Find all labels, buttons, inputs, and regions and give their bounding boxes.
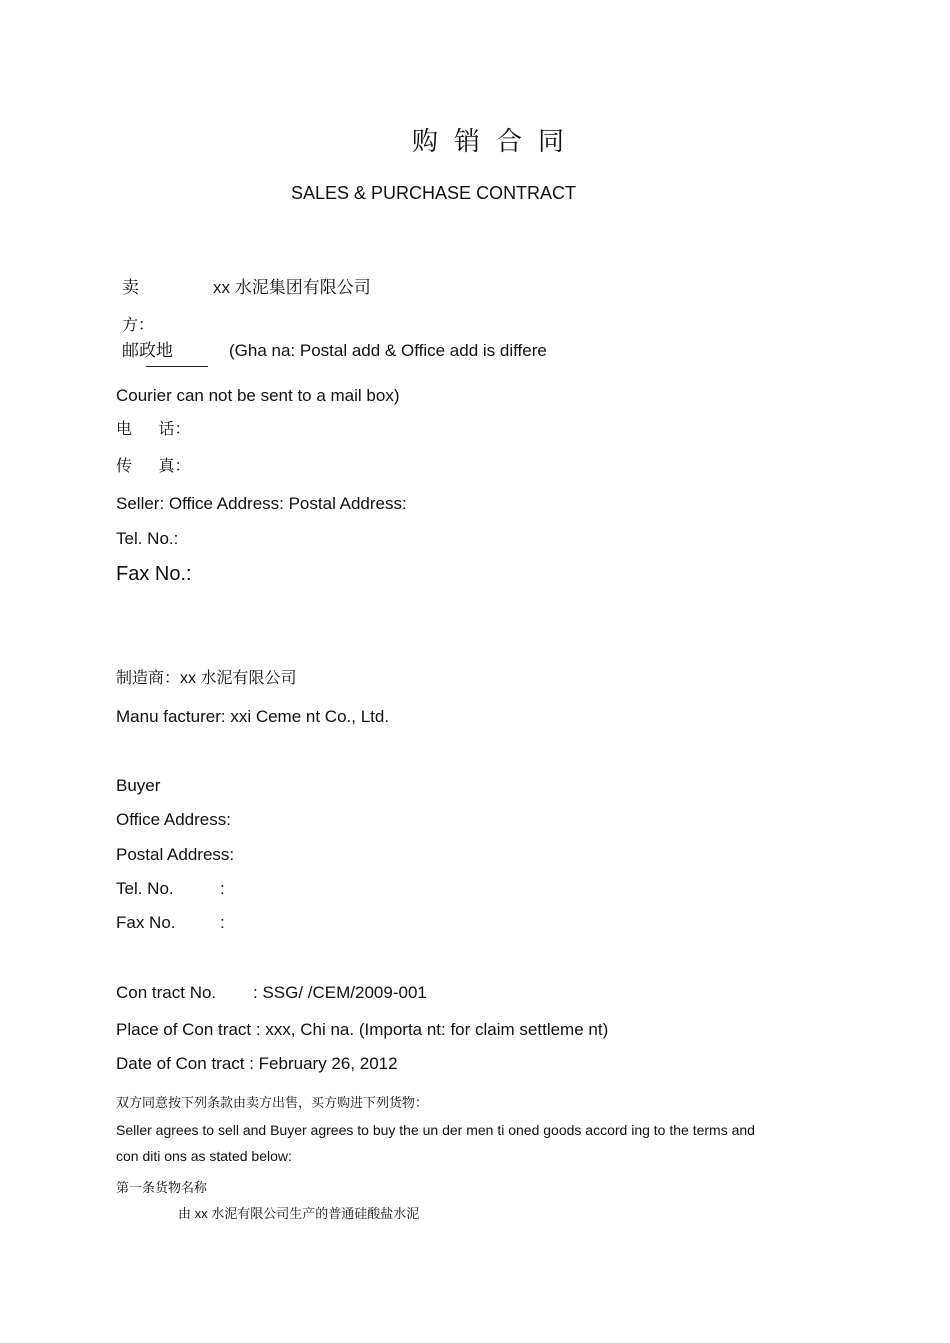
agreement-en-line1: Seller agrees to sell and Buyer agrees to buy the un der men ti oned goods accord ing to the terms and: [116, 1122, 755, 1138]
page-title-en: SALES & PURCHASE CONTRACT: [291, 183, 577, 203]
buyer-fax-colon: :: [220, 913, 225, 932]
contract-place: Place of Con tract : xxx, Chi na. (Importa nt: for claim settleme nt): [116, 1020, 609, 1039]
seller-fax-label-cn: 传 真：: [116, 458, 191, 475]
buyer-fax-label: Fax No.: [116, 913, 176, 932]
buyer-tel-label: Tel. No.: [116, 879, 174, 898]
manufacturer-cn: 制造商：xx 水泥有限公司: [116, 670, 297, 687]
postal-underline: [146, 366, 208, 367]
contract-date: Date of Con tract : February 26, 2012: [116, 1054, 398, 1073]
seller-tel-line: Tel. No.:: [116, 529, 179, 548]
courier-note: Courier can not be sent to a mail box): [116, 386, 400, 405]
buyer-office-address: Office Address:: [116, 810, 231, 829]
seller-label-mai: 卖: [122, 278, 139, 297]
seller-address-line: Seller: Office Address: Postal Address:: [116, 494, 407, 513]
article1-heading: 第一条货物名称: [116, 1180, 208, 1195]
article1-content: 由 xx 水泥有限公司生产的普通硅酸盐水泥: [178, 1206, 420, 1221]
manufacturer-en: Manu facturer: xxi Ceme nt Co., Ltd.: [116, 707, 390, 726]
contract-no-value: : SSG/ /CEM/2009-001: [253, 983, 427, 1002]
agreement-cn: 双方同意按下列条款由卖方出售，买方购进下列货物：: [116, 1095, 429, 1110]
postal-note: (Gha na: Postal add & Office add is differe: [229, 341, 547, 360]
seller-label-fang: 方：: [122, 317, 155, 334]
seller-tel-label-cn: 电 话：: [116, 421, 191, 438]
buyer-tel-colon: :: [220, 879, 225, 898]
contract-no-label: Con tract No.: [116, 983, 217, 1002]
postal-label-cn: 邮政地: [122, 341, 173, 360]
buyer-heading: Buyer: [116, 776, 161, 795]
seller-company-cn: xx 水泥集团有限公司: [213, 278, 371, 297]
buyer-postal-address: Postal Address:: [116, 845, 235, 864]
page-title-cn: 购销合同: [412, 126, 581, 156]
seller-fax-line: Fax No.:: [116, 563, 192, 585]
agreement-en-line2: con diti ons as stated below:: [116, 1148, 292, 1164]
